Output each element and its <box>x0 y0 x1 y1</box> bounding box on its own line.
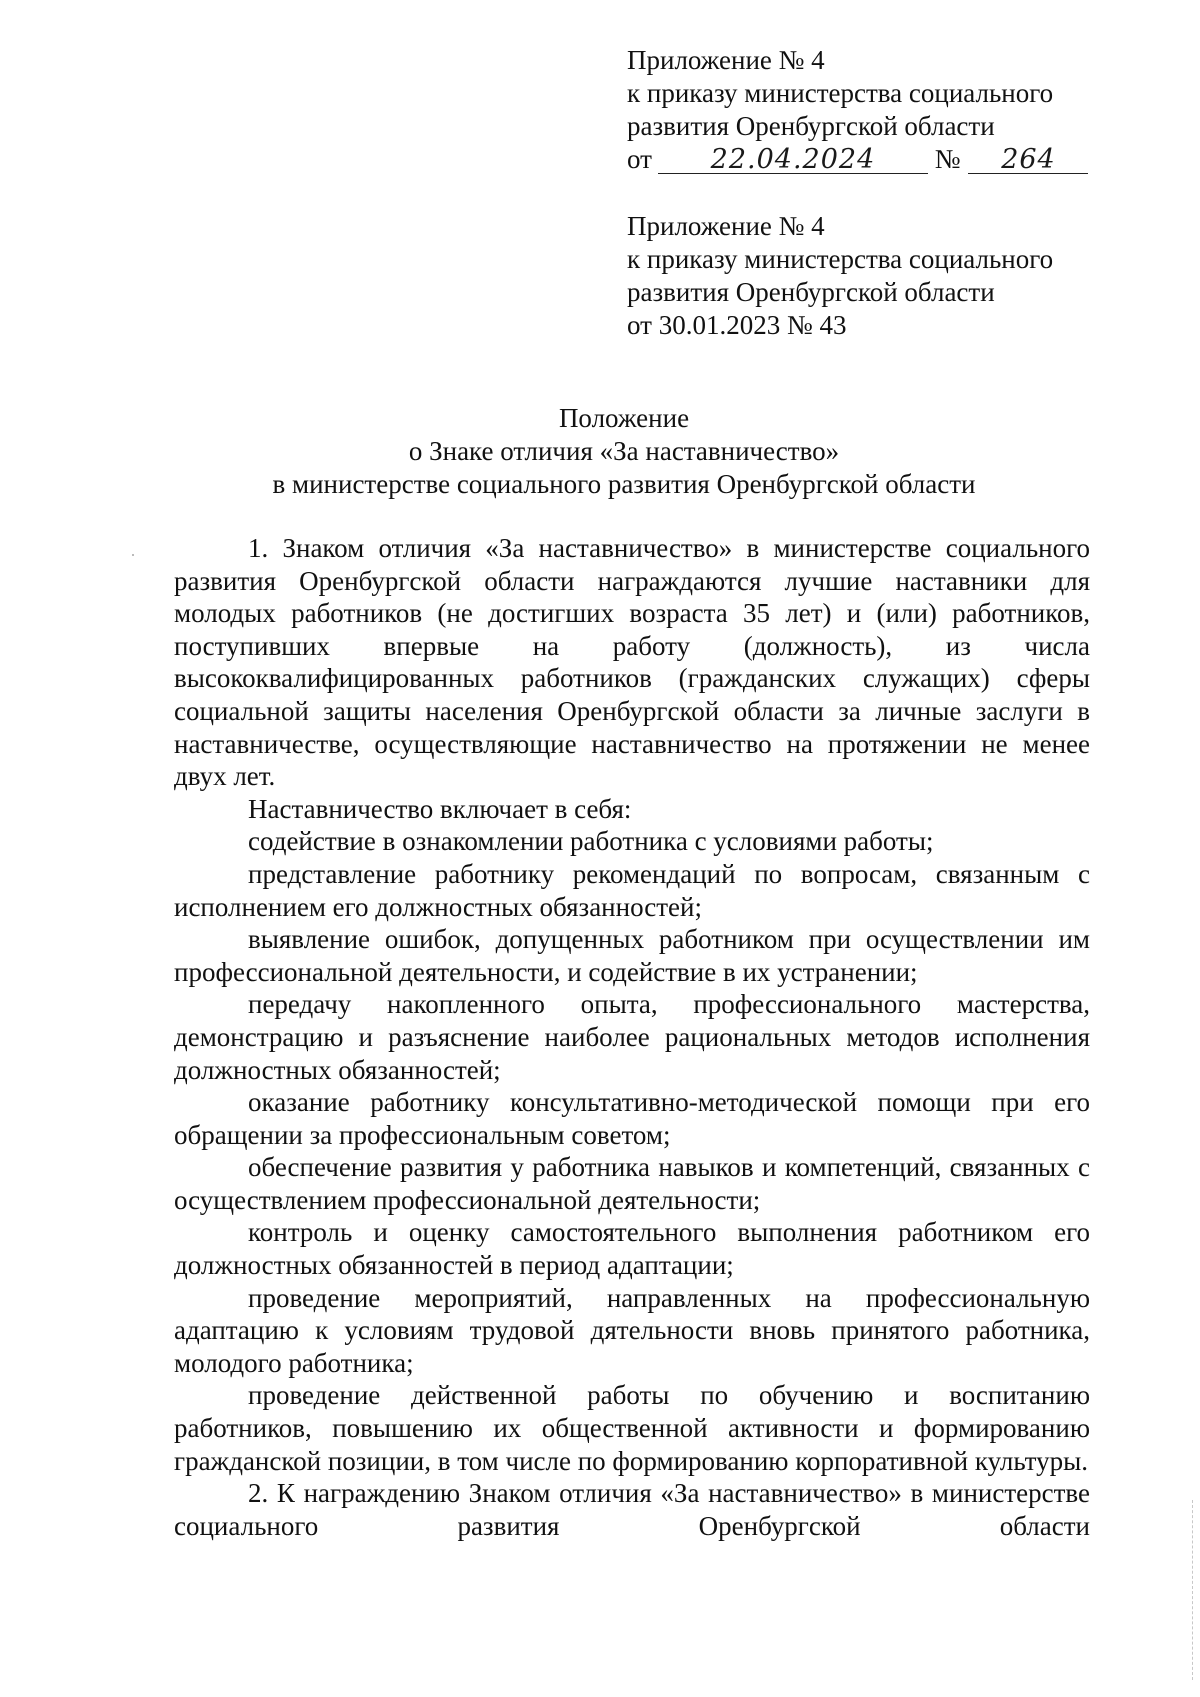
document-body <box>174 532 1090 1542</box>
appendix-ministry: развития Оренбургской области <box>627 277 995 307</box>
title-line-2: о Знаке отличия «За наставничество» <box>408 436 840 466</box>
appendix-order-ref: к приказу министерства социального <box>627 244 1054 274</box>
scan-speck <box>132 554 134 556</box>
paragraph-2: Наставничество включает в себя: <box>248 793 632 824</box>
paragraph-1: 1. Знаком отличия «За наставничество» в министерстве социального развития Оренбургской области награждаются лучшие наставники для молодых работников (не достигших возраста 35 лет) и (или) работников, поступивших впервые на работу (должность), из числа высококвалифицированных работников (гражданских служащих) сферы социальной защиты населения Оренбургской области за личные заслуги в наставничестве, осуществляющие наставничество на протяжении не менее двух лет. <box>174 533 1090 792</box>
appendix-date: от 30.01.2023 № 43 <box>627 310 847 340</box>
appendix-header-current <box>627 44 1107 176</box>
paragraph-10: проведение мероприятий, направленных на профессиональную адаптацию к условиям трудовой дятельности вновь принятого работника, молодого работника; <box>174 1282 1090 1378</box>
paragraph-5: выявление ошибок, допущенных работником при осуществлении им профессиональной деятельности, и содействие в их устранении; <box>174 924 1090 987</box>
appendix-number: Приложение № 4 <box>627 45 825 75</box>
paragraph-4: представление работнику рекомендаций по вопросам, связанным с исполнением его должностных обязанностей; <box>174 858 1090 922</box>
paragraph-9: контроль и оценку самостоятельного выполнения работником его должностных обязанностей в период адаптации; <box>174 1217 1090 1281</box>
appendix-ministry: развития Оренбургской области <box>627 111 995 141</box>
scan-margin-mark <box>1192 1500 1194 1680</box>
number-blank <box>968 143 1088 174</box>
date-prefix: от <box>627 144 652 174</box>
appendix-date-line <box>627 143 1107 176</box>
paragraph-12: 2. К награждению Знаком отличия «За наставничество» в министерстве социального развития Оренбургской области <box>174 1478 1090 1541</box>
title-line-3: в министерстве социального развития Оренбургской области <box>272 469 976 499</box>
title-line-1: Положение <box>558 403 690 433</box>
document-title <box>174 402 1074 501</box>
date-blank <box>658 143 928 174</box>
handwritten-number: 264 <box>1001 144 1056 175</box>
paragraph-6: передачу накопленного опыта, профессионального мастерства, демонстрацию и разъяснение наиболее рациональных методов исполнения должностных обязанностей; <box>174 989 1090 1085</box>
paragraph-7: оказание работнику консультативно-методической помощи при его обращении за профессиональным советом; <box>174 1087 1090 1150</box>
appendix-number: Приложение № 4 <box>627 211 825 241</box>
appendix-header-previous <box>627 210 1107 342</box>
number-prefix: № <box>934 144 961 174</box>
paragraph-8: обеспечение развития у работника навыков и компетенций, связанных с осуществлением профессиональной деятельности; <box>174 1152 1090 1215</box>
handwritten-date: 22.04.2024 <box>710 144 876 175</box>
paragraph-3: содействие в ознакомлении работника с условиями работы; <box>248 826 934 857</box>
appendix-order-ref: к приказу министерства социального <box>627 78 1054 108</box>
paragraph-11: проведение действенной работы по обучению и воспитанию работников, повышению их общественной активности и формированию гражданской позиции, в том числе по формированию корпоративной культуры. <box>174 1380 1090 1476</box>
